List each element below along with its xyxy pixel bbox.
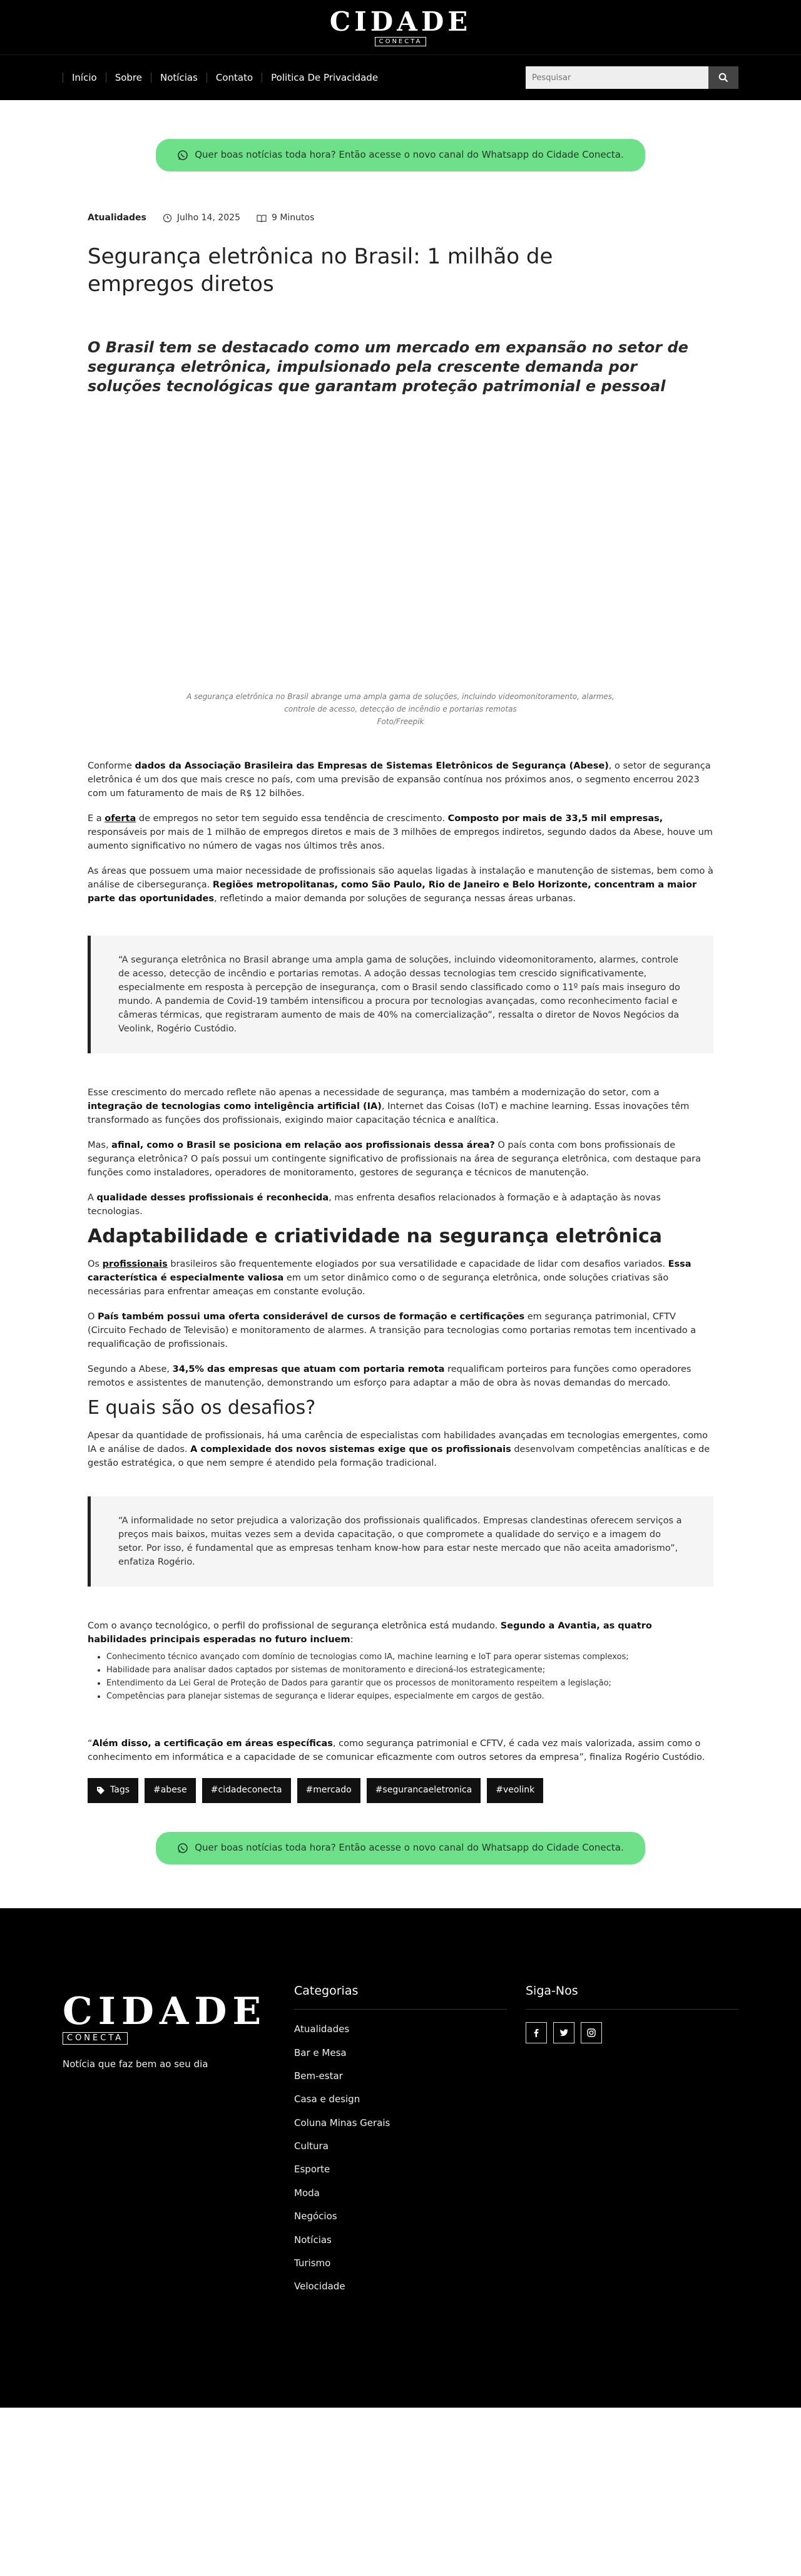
- twitter-icon[interactable]: [553, 2022, 574, 2043]
- article-title: Segurança eletrônica no Brasil: 1 milhão de empregos diretos: [88, 243, 553, 297]
- article-meta: [88, 212, 713, 225]
- search-form: [526, 66, 738, 89]
- paragraph-7: Os profissionais brasileiros são frequentemente elogiados por sua versatilidade e capacidade de lidar com desafios variados. Essa característica é especialmente valiosa em um setor dinâmico como o de segurança eletrônica, onde soluções criativas são necessárias para enfrentar ameaças em constante evolução.: [88, 1259, 691, 1297]
- list-item: • Competências para planejar sistemas de segurança e liderar equipes, especialmente em cargos de gestão.: [106, 1690, 713, 1703]
- whatsapp-icon: [177, 150, 188, 161]
- paragraph-2: E a oferta de empregos no setor tem seguido essa tendência de crescimento. Composto por mais de 33,5 mil empresas, responsáveis por mais de 1 milhão de empregos diretos e mais de 3 milhões de empregos indiretos, segundo dados da Abese, houve um aumento significativo no número de vagas nos últimos três anos.: [88, 813, 713, 851]
- footer-category-link[interactable]: Casa e design: [294, 2093, 360, 2105]
- site-header: [0, 0, 801, 100]
- list-item: • Conhecimento técnico avançado com domínio de tecnologias como IA, machine learning e IoT para operar sistemas complexos;: [106, 1650, 713, 1664]
- paragraph-11: Com o avanço tecnológico, o perfil do profissional de segurança eletrônica está mudando. Segundo a Avantia, as quatro habilidades principais esperadas no futuro incluem:: [88, 1620, 652, 1645]
- paragraph-10: Apesar da quantidade de profissionais, há uma carência de especialistas com habilidades avançadas em tecnologias emergentes, como IA e análise de dados. A complexidade dos novos sistemas exige que os profissionais desenvolvam competências analíticas e de gestão estratégica, o que nem sempre é atendido pela formação tradicional.: [88, 1430, 710, 1468]
- paragraph-1: Conforme dados da Associação Brasileira das Empresas de Sistemas Eletrônicos de Segurança (Abese), o setor de segurança eletrônica é um dos que mais cresce no país, com uma previsão de expansão contínua nos próximos anos, o segmento encerrou 2023 com um faturamento de mais de R$ 12 bilhões.: [88, 760, 711, 799]
- site-logo[interactable]: [330, 8, 472, 46]
- logo-sub: CONECTA: [375, 37, 427, 46]
- nav-item-contato[interactable]: Contato: [207, 73, 262, 83]
- search-input[interactable]: [526, 66, 708, 89]
- tag-icon: [96, 1786, 105, 1795]
- nav-item-privacidade[interactable]: Politica De Privacidade: [262, 73, 387, 83]
- footer-category-link[interactable]: Notícias: [294, 2234, 332, 2246]
- footer-category-link[interactable]: Atualidades: [294, 2023, 350, 2035]
- skills-list: [106, 1650, 713, 1703]
- hero-image: [88, 396, 713, 690]
- tag-veolink[interactable]: #veolink: [487, 1778, 543, 1803]
- footer-logo[interactable]: [63, 1989, 294, 2045]
- nav-item-sobre[interactable]: Sobre: [106, 73, 151, 83]
- cta-bottom-wrap: [88, 1803, 713, 1864]
- quote-1: “A segurança eletrônica no Brasil abrange uma ampla gama de soluções, incluindo videomonitoramento, alarmes, controle de acesso, detecção de incêndio e portarias remotas. A adoção dessas tecnologias tem crescido significativamente, especialmente em resposta à percepção de insegurança, com o Brasil sendo classificado como o 11º país mais inseguro do mundo. A pandemia de Covid-19 também intensificou a procura por tecnologias avançadas, como reconhecimento facial e câmeras térmicas, que registraram aumento de mais de 40% na comercialização”, ressalta o diretor de Novos Negócios da Veolink, Rogério Custódio.: [88, 936, 713, 1053]
- social-heading: Siga-Nos: [526, 1982, 738, 2010]
- tag-segurancaeletronica[interactable]: #segurancaeletronica: [367, 1778, 481, 1803]
- profissionais-link[interactable]: profissionais: [102, 1259, 168, 1269]
- tag-mercado[interactable]: #mercado: [297, 1778, 360, 1803]
- caption-line-1: A segurança eletrônica no Brasil abrange uma ampla gama de soluções, incluindo videomonitoramento, alarmes,: [186, 692, 615, 701]
- nav-item-inicio[interactable]: Início: [63, 73, 106, 83]
- paragraph-5: Mas, afinal, como o Brasil se posiciona em relação aos profissionais dessa área? O país conta com bons profissionais de segurança eletrônica? O país possui um contingente significativo de profissionais na área de segurança eletrônica, com destaque para funções como instaladores, operadores de monitoramento, gestores de segurança e técnicos de manutenção.: [88, 1140, 701, 1178]
- whatsapp-cta-bottom[interactable]: [156, 1832, 645, 1864]
- book-icon: [257, 214, 267, 223]
- footer-category-link[interactable]: Turismo: [294, 2257, 331, 2269]
- clock-icon: [163, 213, 172, 223]
- footer-brand: [63, 1982, 294, 2303]
- whatsapp-icon: [177, 1843, 188, 1854]
- social-links: [526, 2022, 738, 2043]
- section-heading-1: Adaptabilidade e criatividade na segurança eletrônica: [88, 1225, 662, 1247]
- caption-credit: Foto/Freepik: [377, 717, 424, 726]
- oferta-link[interactable]: oferta: [105, 813, 136, 824]
- read-time-text: 9 Minutos: [271, 213, 315, 223]
- list-item: • Habilidade para analisar dados captados por sistemas de monitoramento e direcioná-los estrategicamente;: [106, 1664, 713, 1677]
- article-lead: O Brasil tem se destacado como um mercado em expansão no setor de segurança eletrônica, impulsionado pela crescente demanda por soluções tecnológicas que garantam proteção patrimonial e pessoal: [88, 338, 688, 395]
- footer-social: [526, 1982, 738, 2303]
- whatsapp-cta-top[interactable]: [156, 139, 645, 171]
- section-heading-2: E quais são os desafios?: [88, 1396, 316, 1419]
- footer-category-link[interactable]: Cultura: [294, 2140, 329, 2152]
- instagram-icon[interactable]: [581, 2022, 602, 2043]
- footer-category-link[interactable]: Esporte: [294, 2164, 330, 2175]
- paragraph-12: “Além disso, a certificação em áreas específicas, como segurança patrimonial e CFTV, é cada vez mais valorizada, assim como o conhecimento em informática e a capacidade de se comunicar eficazmente com outros setores da empresa”, finaliza Rogério Custódio.: [88, 1738, 705, 1762]
- footer-category-link[interactable]: Moda: [294, 2187, 320, 2199]
- logo-sub: CONECTA: [63, 2032, 128, 2045]
- tags-label: Tags: [88, 1778, 138, 1803]
- paragraph-6: A qualidade desses profissionais é reconhecida, mas enfrenta desafios relacionados à formação e à adaptação às novas tecnologias.: [88, 1192, 661, 1217]
- meta-date: [163, 212, 240, 225]
- cta-label: Quer boas notícias toda hora? Então acesse o novo canal do Whatsapp do Cidade Conecta.: [195, 149, 624, 161]
- footer-category-link[interactable]: Velocidade: [294, 2281, 345, 2292]
- meta-read-time: [257, 212, 314, 225]
- logo-word: CIDADE: [63, 1989, 267, 2033]
- list-item: • Entendimento da Lei Geral de Proteção de Dados para garantir que os processos de monitoramento respeitem a legislação;: [106, 1677, 713, 1690]
- main-nav: [0, 55, 801, 100]
- quote-2: “A informalidade no setor prejudica a valorização dos profissionais qualificados. Empresas clandestinas oferecem serviços a preços mais baixos, muitas vezes sem a devida capacitação, o que compromete a qualidade do serviço e a imagem do setor. Por isso, é fundamental que as empresas tenham know-how para estar neste mercado que não aceita amadorismo”, enfatiza Rogério.: [88, 1496, 713, 1587]
- footer-category-link[interactable]: Bar e Mesa: [294, 2047, 347, 2058]
- cta-top-wrap: [88, 100, 713, 171]
- footer-category-link[interactable]: Coluna Minas Gerais: [294, 2117, 390, 2129]
- facebook-icon[interactable]: [526, 2022, 547, 2043]
- footer-tagline: Notícia que faz bem ao seu dia: [63, 2058, 208, 2070]
- article: [88, 100, 713, 1864]
- search-button[interactable]: [708, 66, 738, 89]
- caption-line-2: controle de acesso, detecção de incêndio e portarias remotas: [284, 704, 517, 713]
- categories-heading: Categorias: [294, 1982, 507, 2010]
- footer-category-link[interactable]: Bem-estar: [294, 2070, 343, 2082]
- tag-list: [88, 1778, 713, 1803]
- site-footer: [0, 1908, 801, 2408]
- cta-label: Quer boas notícias toda hora? Então acesse o novo canal do Whatsapp do Cidade Conecta.: [195, 1842, 624, 1854]
- hero-caption: [88, 690, 713, 728]
- logo-word: CIDADE: [329, 6, 472, 37]
- paragraph-4: Esse crescimento do mercado reflete não apenas a necessidade de segurança, mas também a modernização do setor, com a integração de tecnologias como inteligência artificial (IA), Internet das Coisas (IoT) e machine learning. Essas inovações têm transformado as funções dos profissionais, exigindo maior capacitação técnica e analítica.: [88, 1087, 690, 1125]
- search-icon: [718, 73, 728, 83]
- date-text: Julho 14, 2025: [176, 213, 240, 223]
- footer-category-link[interactable]: Negócios: [294, 2211, 337, 2222]
- paragraph-9: Segundo a Abese, 34,5% das empresas que atuam com portaria remota requalificam porteiros para funções como operadores remotos e assistentes de manutenção, demonstrando um esforço para adaptar a mão de obra às novas demandas do mercado.: [88, 1364, 691, 1388]
- nav-menu: [63, 73, 387, 83]
- nav-item-noticias[interactable]: Notícias: [151, 73, 207, 83]
- paragraph-8: O País também possui uma oferta considerável de cursos de formação e certificações em segurança patrimonial, CFTV (Circuito Fechado de Televisão) e monitoramento de alarmes. A transição para tecnologias como portarias remotas tem incentivado a requalificação de profissionais.: [88, 1311, 696, 1349]
- tag-cidadeconecta[interactable]: #cidadeconecta: [202, 1778, 291, 1803]
- brand-bar: [0, 0, 801, 55]
- category-link[interactable]: Atualidades: [88, 213, 146, 223]
- footer-categories: [294, 1982, 526, 2303]
- tag-abese[interactable]: #abese: [145, 1778, 196, 1803]
- paragraph-3: As áreas que possuem uma maior necessidade de profissionais são aquelas ligadas à instalação e manutenção de sistemas, bem como à análise de cibersegurança. Regiões metropolitanas, como São Paulo, Rio de Janeiro e Belo Horizonte, concentram a maior parte das oportunidades, refletindo a maior demanda por soluções de segurança nessas áreas urbanas.: [88, 866, 713, 904]
